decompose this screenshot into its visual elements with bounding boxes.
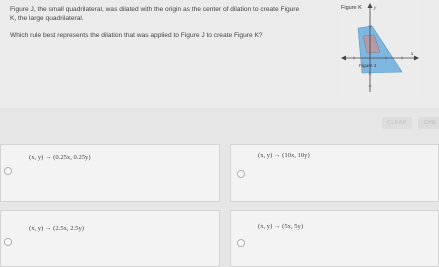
choice-b-formula: (x, y) → (10x, 10y) [258, 152, 310, 159]
check-button[interactable]: CHE [418, 117, 439, 129]
figure-k-label: Figure K [341, 5, 362, 11]
y-axis-arrow-icon [368, 3, 373, 8]
answer-choice-b[interactable] [230, 144, 439, 202]
choice-c-formula: (x, y) → (2.5x, 2.5y) [29, 225, 84, 232]
x-axis-arrow-icon [414, 56, 419, 61]
x-axis-left-arrow-icon [341, 56, 346, 61]
figure-image [340, 0, 420, 95]
choice-c-radio[interactable] [4, 238, 12, 246]
clear-button[interactable]: CLEAR [382, 117, 412, 129]
question-panel [0, 0, 439, 108]
choice-d-radio[interactable] [237, 239, 245, 247]
question-line-2: Which rule best represents the dilation that was applied to Figure J to create Figure K? [10, 32, 263, 40]
y-axis-label: y [374, 6, 377, 11]
answer-choice-a[interactable] [0, 144, 220, 202]
choice-a-formula: (x, y) → (0.25x, 0.25y) [29, 154, 91, 161]
question-line-1: Figure J, the small quadrilateral, was dilated with the origin as the center of dilation to create Figure K, the large quadrilateral. [10, 6, 300, 22]
choice-a-radio[interactable] [4, 167, 12, 175]
answer-choice-c[interactable] [0, 210, 220, 267]
dilation-graph [340, 0, 420, 95]
figure-j-label: Figure J [359, 64, 377, 69]
x-axis-label: x [411, 52, 414, 57]
answer-choice-d[interactable] [230, 210, 439, 267]
choice-b-radio[interactable] [237, 170, 245, 178]
question-text [10, 6, 300, 50]
choice-d-formula: (x, y) → (5x, 5y) [258, 223, 304, 230]
